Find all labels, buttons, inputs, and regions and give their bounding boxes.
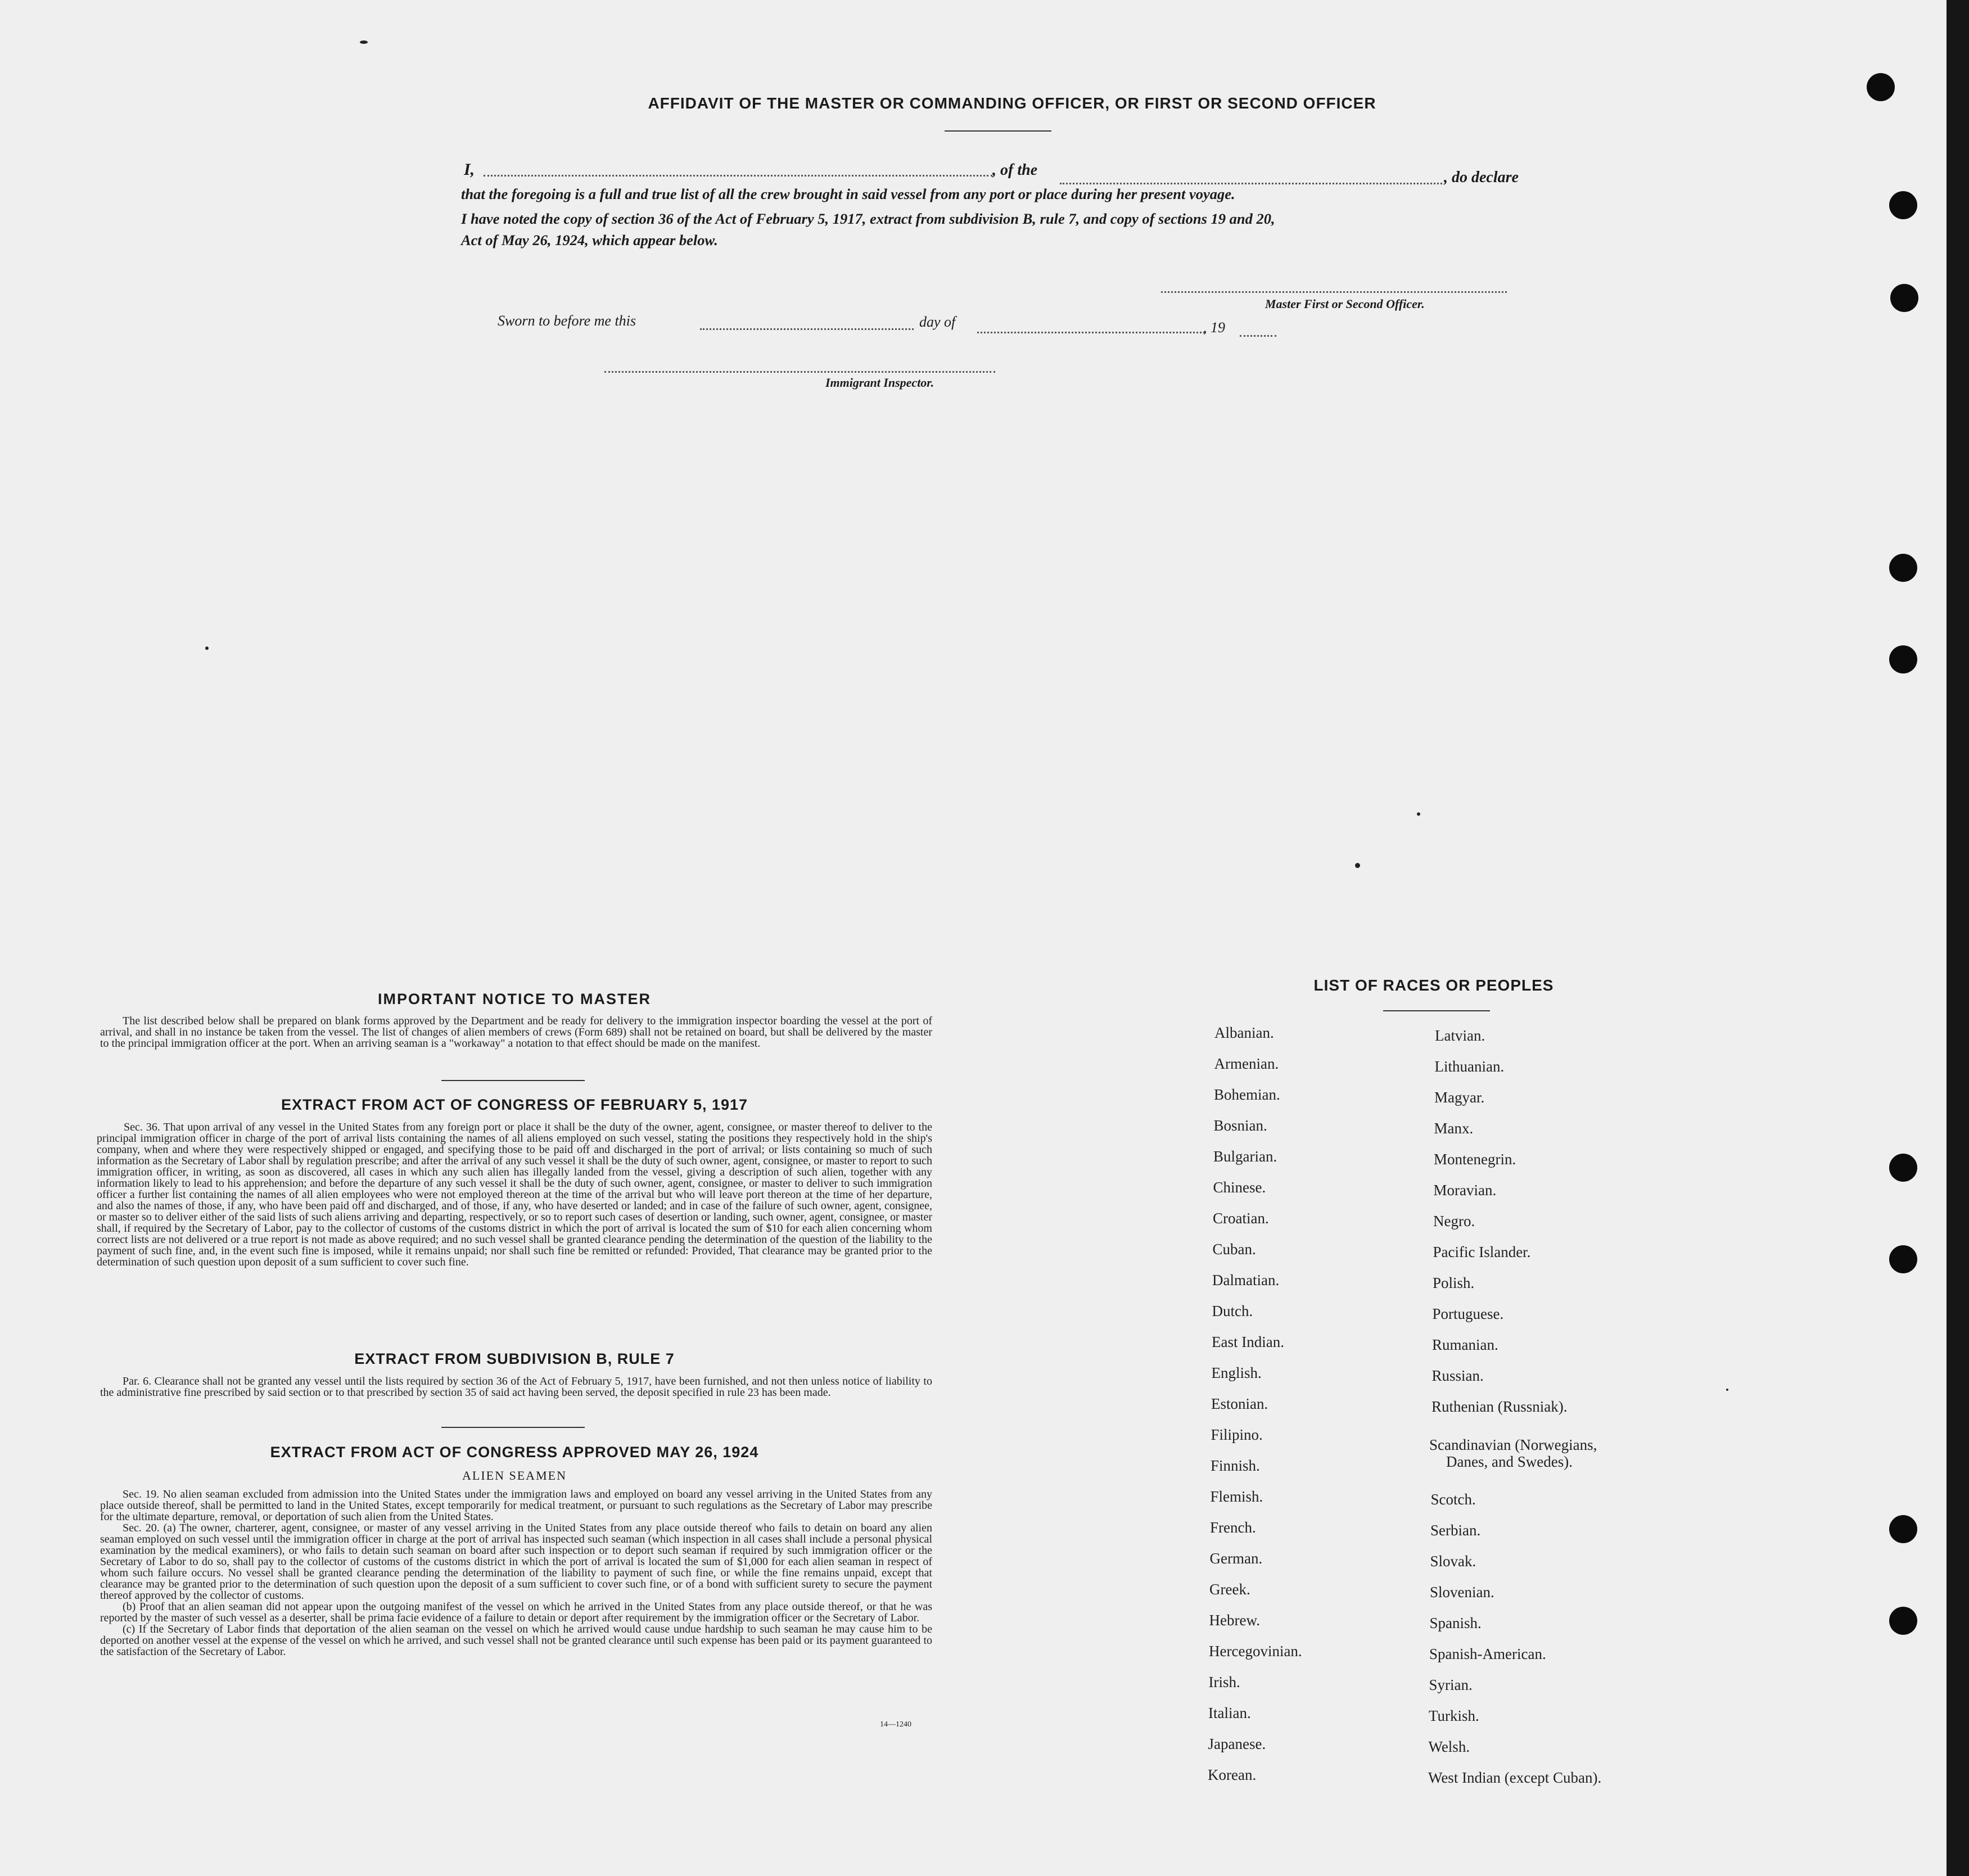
race-right-item-9: Portuguese. <box>1432 1305 1504 1322</box>
race-left-item-5: Chinese. <box>1213 1179 1266 1196</box>
extract-1917-title: EXTRACT FROM ACT OF CONGRESS OF FEBRUARY 5, 1917 <box>281 1096 748 1113</box>
race-right-item-2: Magyar. <box>1434 1089 1485 1106</box>
notice-text: The list described below shall be prepared on blank forms approved by the Department and be ready for delivery to the immigration inspector boarding the vessel at the port of arrival, and shall in no instance be taken from the vessel. The list of changes of alien members of crews (Form 689) shall not be retained on board, but shall be delivered by the master to the principal immigration officer at the port. When an arriving seaman is a "workaway" a notation to that effect should be made on the manifest. <box>100 1015 932 1050</box>
binder-hole <box>1889 1607 1917 1635</box>
race-left-item-17: German. <box>1209 1550 1263 1567</box>
sec19-text: Sec. 19. No alien seaman excluded from admission into the United States under the immigration laws and employed on board any vessel arriving in the United States from any place outside thereof, shall be permitted to land in the United States, except temporarily for medical treatment, or pursuant to such regulations as the Secretary of Labor may prescribe for the ultimate departure, removal, or deportation of such alien from the United States. <box>100 1488 932 1523</box>
race-right-item-14: Danes, and Swedes). <box>1446 1453 1573 1470</box>
affidavit-i-label: I, <box>464 160 475 179</box>
race-right-item-1: Lithuanian. <box>1434 1058 1505 1075</box>
extract-1924-body <box>100 1489 932 1657</box>
race-left-item-21: Irish. <box>1208 1674 1240 1690</box>
master-name-field[interactable] <box>484 175 992 177</box>
rule7-title: EXTRACT FROM SUBDIVISION B, RULE 7 <box>354 1350 675 1367</box>
race-left-item-11: English. <box>1211 1364 1262 1381</box>
race-left-item-12: Estonian. <box>1211 1395 1268 1412</box>
race-left-item-13: Filipino. <box>1211 1426 1263 1443</box>
race-right-item-13: Scandinavian (Norwegians, <box>1429 1436 1597 1453</box>
vessel-name-field[interactable] <box>1060 183 1442 184</box>
year-label: , 19 <box>1203 319 1225 336</box>
race-left-item-2: Bohemian. <box>1214 1086 1280 1103</box>
races-title-rule <box>1383 1010 1490 1011</box>
speck <box>360 40 368 44</box>
race-left-item-14: Finnish. <box>1211 1457 1260 1474</box>
race-left-item-3: Bosnian. <box>1213 1117 1267 1134</box>
race-left-item-20: Hercegovinian. <box>1209 1643 1302 1660</box>
notice-title: IMPORTANT NOTICE TO MASTER <box>378 991 651 1007</box>
race-left-item-16: French. <box>1210 1519 1256 1536</box>
extract-1924-title: EXTRACT FROM ACT OF CONGRESS APPROVED MAY 26, 1924 <box>270 1444 759 1461</box>
race-right-item-12: Ruthenian (Russniak). <box>1431 1398 1568 1415</box>
race-left-item-15: Flemish. <box>1210 1488 1263 1505</box>
race-right-item-24: West Indian (except Cuban). <box>1428 1769 1602 1786</box>
sec20a-text: Sec. 20. (a) The owner, charterer, agent, consignee, or master of any vessel arriving in the United States from any place outside thereof who fails to detain on board any alien seaman employed on such vessel until the immigration officer in charge at the port of arrival has inspected such seaman (which inspection in all cases shall include a personal physical examination by the medical examiners), or who fails to detain such seaman on board after such inspection or to deport such seaman if required by such immigration officer or the Secretary of Labor to do so, shall pay to the collector of customs of the customs district in which the port of arrival is located the sum of $1,000 for each alien seaman in respect of whom such failure occurs. No vessel shall be granted clearance pending the determination of the liability to payment of such fine, or while the fine remains unpaid, except that clearance may be granted prior to the determination of such question upon the deposit of a sum sufficient to cover such fine, or of a bond with sufficient surety to secure the payment thereof approved by the collector of customs. <box>100 1522 932 1602</box>
race-right-item-10: Rumanian. <box>1432 1336 1498 1353</box>
master-signature-field[interactable] <box>1161 291 1507 293</box>
speck <box>1417 812 1420 816</box>
binder-hole <box>1889 191 1917 219</box>
race-right-item-22: Turkish. <box>1429 1707 1479 1724</box>
binder-hole <box>1889 645 1917 673</box>
race-left-item-4: Bulgarian. <box>1213 1148 1277 1165</box>
races-title: LIST OF RACES OR PEOPLES <box>1313 977 1554 994</box>
rule7-text: Par. 6. Clearance shall not be granted any vessel until the lists required by section 36 of the Act of February 5, 1917, have been furnished, and not then unless notice of liability to the administrative fine prescribed by said section or to that prescribed by section 35 of said act having been served, the deposit specified in rule 23 has been made. <box>100 1375 932 1399</box>
race-left-item-8: Dalmatian. <box>1212 1272 1280 1289</box>
race-right-item-23: Welsh. <box>1428 1738 1470 1755</box>
race-left-item-7: Cuban. <box>1212 1241 1256 1258</box>
affidavit-line-3: I have noted the copy of section 36 of the Act of February 5, 1917, extract from subdivision B, rule 7, and copy of sections 19 and 20, <box>461 210 1275 227</box>
race-right-item-5: Moravian. <box>1433 1182 1497 1199</box>
race-right-item-11: Russian. <box>1431 1367 1484 1384</box>
race-left-item-19: Hebrew. <box>1209 1612 1260 1629</box>
sworn-month-field[interactable] <box>977 332 1205 333</box>
speck <box>1355 863 1360 868</box>
sworn-label: Sworn to before me this <box>498 313 636 329</box>
race-left-item-23: Japanese. <box>1208 1735 1266 1752</box>
affidavit-of-the-label: , of the <box>992 161 1038 179</box>
sworn-year-field[interactable] <box>1240 335 1276 337</box>
binder-hole <box>1867 73 1895 101</box>
inspector-label: Immigrant Inspector. <box>825 376 934 390</box>
inspector-signature-field[interactable] <box>604 371 995 373</box>
race-left-item-10: East Indian. <box>1212 1333 1284 1350</box>
race-left-item-24: Korean. <box>1208 1766 1257 1783</box>
race-left-item-18: Greek. <box>1209 1581 1250 1598</box>
extract-1917-text: Sec. 36. That upon arrival of any vessel in the United States from any foreign port or place it shall be the duty of the owner, agent, consignee, or master thereof to deliver to the principal immigration officer in charge of the port of arrival lists containing the names of all aliens employed on such vessel, stating the positions they respectively hold in the ship's company, when and where they were respectively shipped or engaged, and specifying those to be paid off and discharged in the port of arrival; or lists containing so much of such information as the Secretary of Labor shall by regulation prescribe; and after the arrival of any such vessel it shall be the duty of such owner, agent, consignee, or master to report to such immigration officer, in writing, as soon as discovered, all cases in which any such alien has illegally landed from the vessel, giving a description of such alien, together with any information likely to lead to his apprehension; and before the departure of any such vessel it shall be the duty of such owner, agent, consignee, or master to deliver to such immigration officer a further list containing the names of all alien employees who were not employed thereon at the time of the arrival but who will leave port thereon at the time of her departure, and also the names of those, if any, who have been paid off and discharged, and of those, if any, who have deserted or landed; and in case of the failure of such owner, agent, consignee, or master so to deliver either of the said lists of such aliens arriving and departing, respectively, or so to report such cases of desertion or landing, such owner, agent, consignee, or master shall, if required by the Secretary of Labor, pay to the collector of customs of the customs district in which the port of arrival is located the sum of $10 for each alien concerning whom correct lists are not delivered or a true report is not made as above required; and no such vessel shall be granted clearance pending the determination of the question of the liability to the payment of such fine, and, in the event such fine is imposed, while it remains unpaid; nor shall such fine be remitted or refunded: Provided, That clearance may be granted prior to the determination of such question upon deposit of a sum sufficient to cover such fine. <box>97 1121 932 1268</box>
speck <box>205 647 209 650</box>
race-left-item-22: Italian. <box>1208 1705 1251 1721</box>
rule7-rule <box>441 1427 585 1428</box>
race-right-item-8: Polish. <box>1433 1274 1475 1291</box>
race-right-item-17: Slovak. <box>1430 1553 1476 1570</box>
affidavit-line-2: that the foregoing is a full and true list of all the crew brought in said vessel from any port or place during her present voyage. <box>461 186 1235 202</box>
race-right-item-21: Syrian. <box>1429 1676 1473 1693</box>
sec20c-text: (c) If the Secretary of Labor finds that deportation of the alien seaman on the vessel on which he arrived would cause undue hardship to such seaman he may cause him to be deported on another vessel at the expense of the vessel on which he arrived, and such vessel shall not be granted clearance until such expense has been paid or its payment guaranteed to the satisfaction of the Secretary of Labor. <box>100 1623 932 1658</box>
race-right-item-4: Montenegrin. <box>1434 1151 1516 1168</box>
race-right-item-20: Spanish-American. <box>1429 1646 1546 1662</box>
race-right-item-18: Slovenian. <box>1430 1584 1494 1601</box>
race-right-item-3: Manx. <box>1434 1120 1474 1137</box>
race-right-item-0: Latvian. <box>1435 1027 1485 1044</box>
race-left-item-6: Croatian. <box>1213 1210 1269 1227</box>
race-left-item-1: Armenian. <box>1214 1055 1279 1072</box>
form-number: 14—1240 <box>880 1720 911 1729</box>
race-right-item-15: Scotch. <box>1430 1491 1476 1508</box>
alien-seamen-subtitle: ALIEN SEAMEN <box>462 1468 567 1482</box>
notice-rule <box>441 1080 585 1081</box>
master-signature-label: Master First or Second Officer. <box>1265 297 1425 311</box>
affidavit-declare-label: , do declare <box>1444 169 1519 186</box>
affidavit-line-4: Act of May 26, 1924, which appear below. <box>461 232 718 248</box>
affidavit-title: AFFIDAVIT OF THE MASTER OR COMMANDING OFFICER, OR FIRST OR SECOND OFFICER <box>648 94 1376 112</box>
race-right-item-19: Spanish. <box>1429 1615 1482 1631</box>
day-of-label: day of <box>919 314 956 330</box>
binder-hole <box>1890 284 1918 312</box>
race-left-item-0: Albanian. <box>1214 1024 1274 1041</box>
race-right-item-16: Serbian. <box>1430 1522 1481 1539</box>
binder-hole <box>1889 1245 1917 1273</box>
race-left-item-9: Dutch. <box>1212 1303 1253 1319</box>
binder-hole <box>1889 1515 1917 1543</box>
speck <box>1726 1389 1728 1391</box>
affidavit-title-rule <box>945 130 1051 132</box>
binder-hole <box>1889 1154 1917 1182</box>
sec20b-text: (b) Proof that an alien seaman did not appear upon the outgoing manifest of the vessel on which he arrived in the United States from any place outside thereof, or that he was reported by the master of such vessel as a deserter, shall be prima facie evidence of a failure to detain or deport after requirement by the immigration officer or the Secretary of Labor. <box>100 1601 932 1624</box>
race-right-item-6: Negro. <box>1433 1213 1475 1229</box>
binder-hole <box>1889 554 1917 582</box>
sworn-day-field[interactable] <box>700 328 914 330</box>
race-right-item-7: Pacific Islander. <box>1433 1244 1531 1260</box>
